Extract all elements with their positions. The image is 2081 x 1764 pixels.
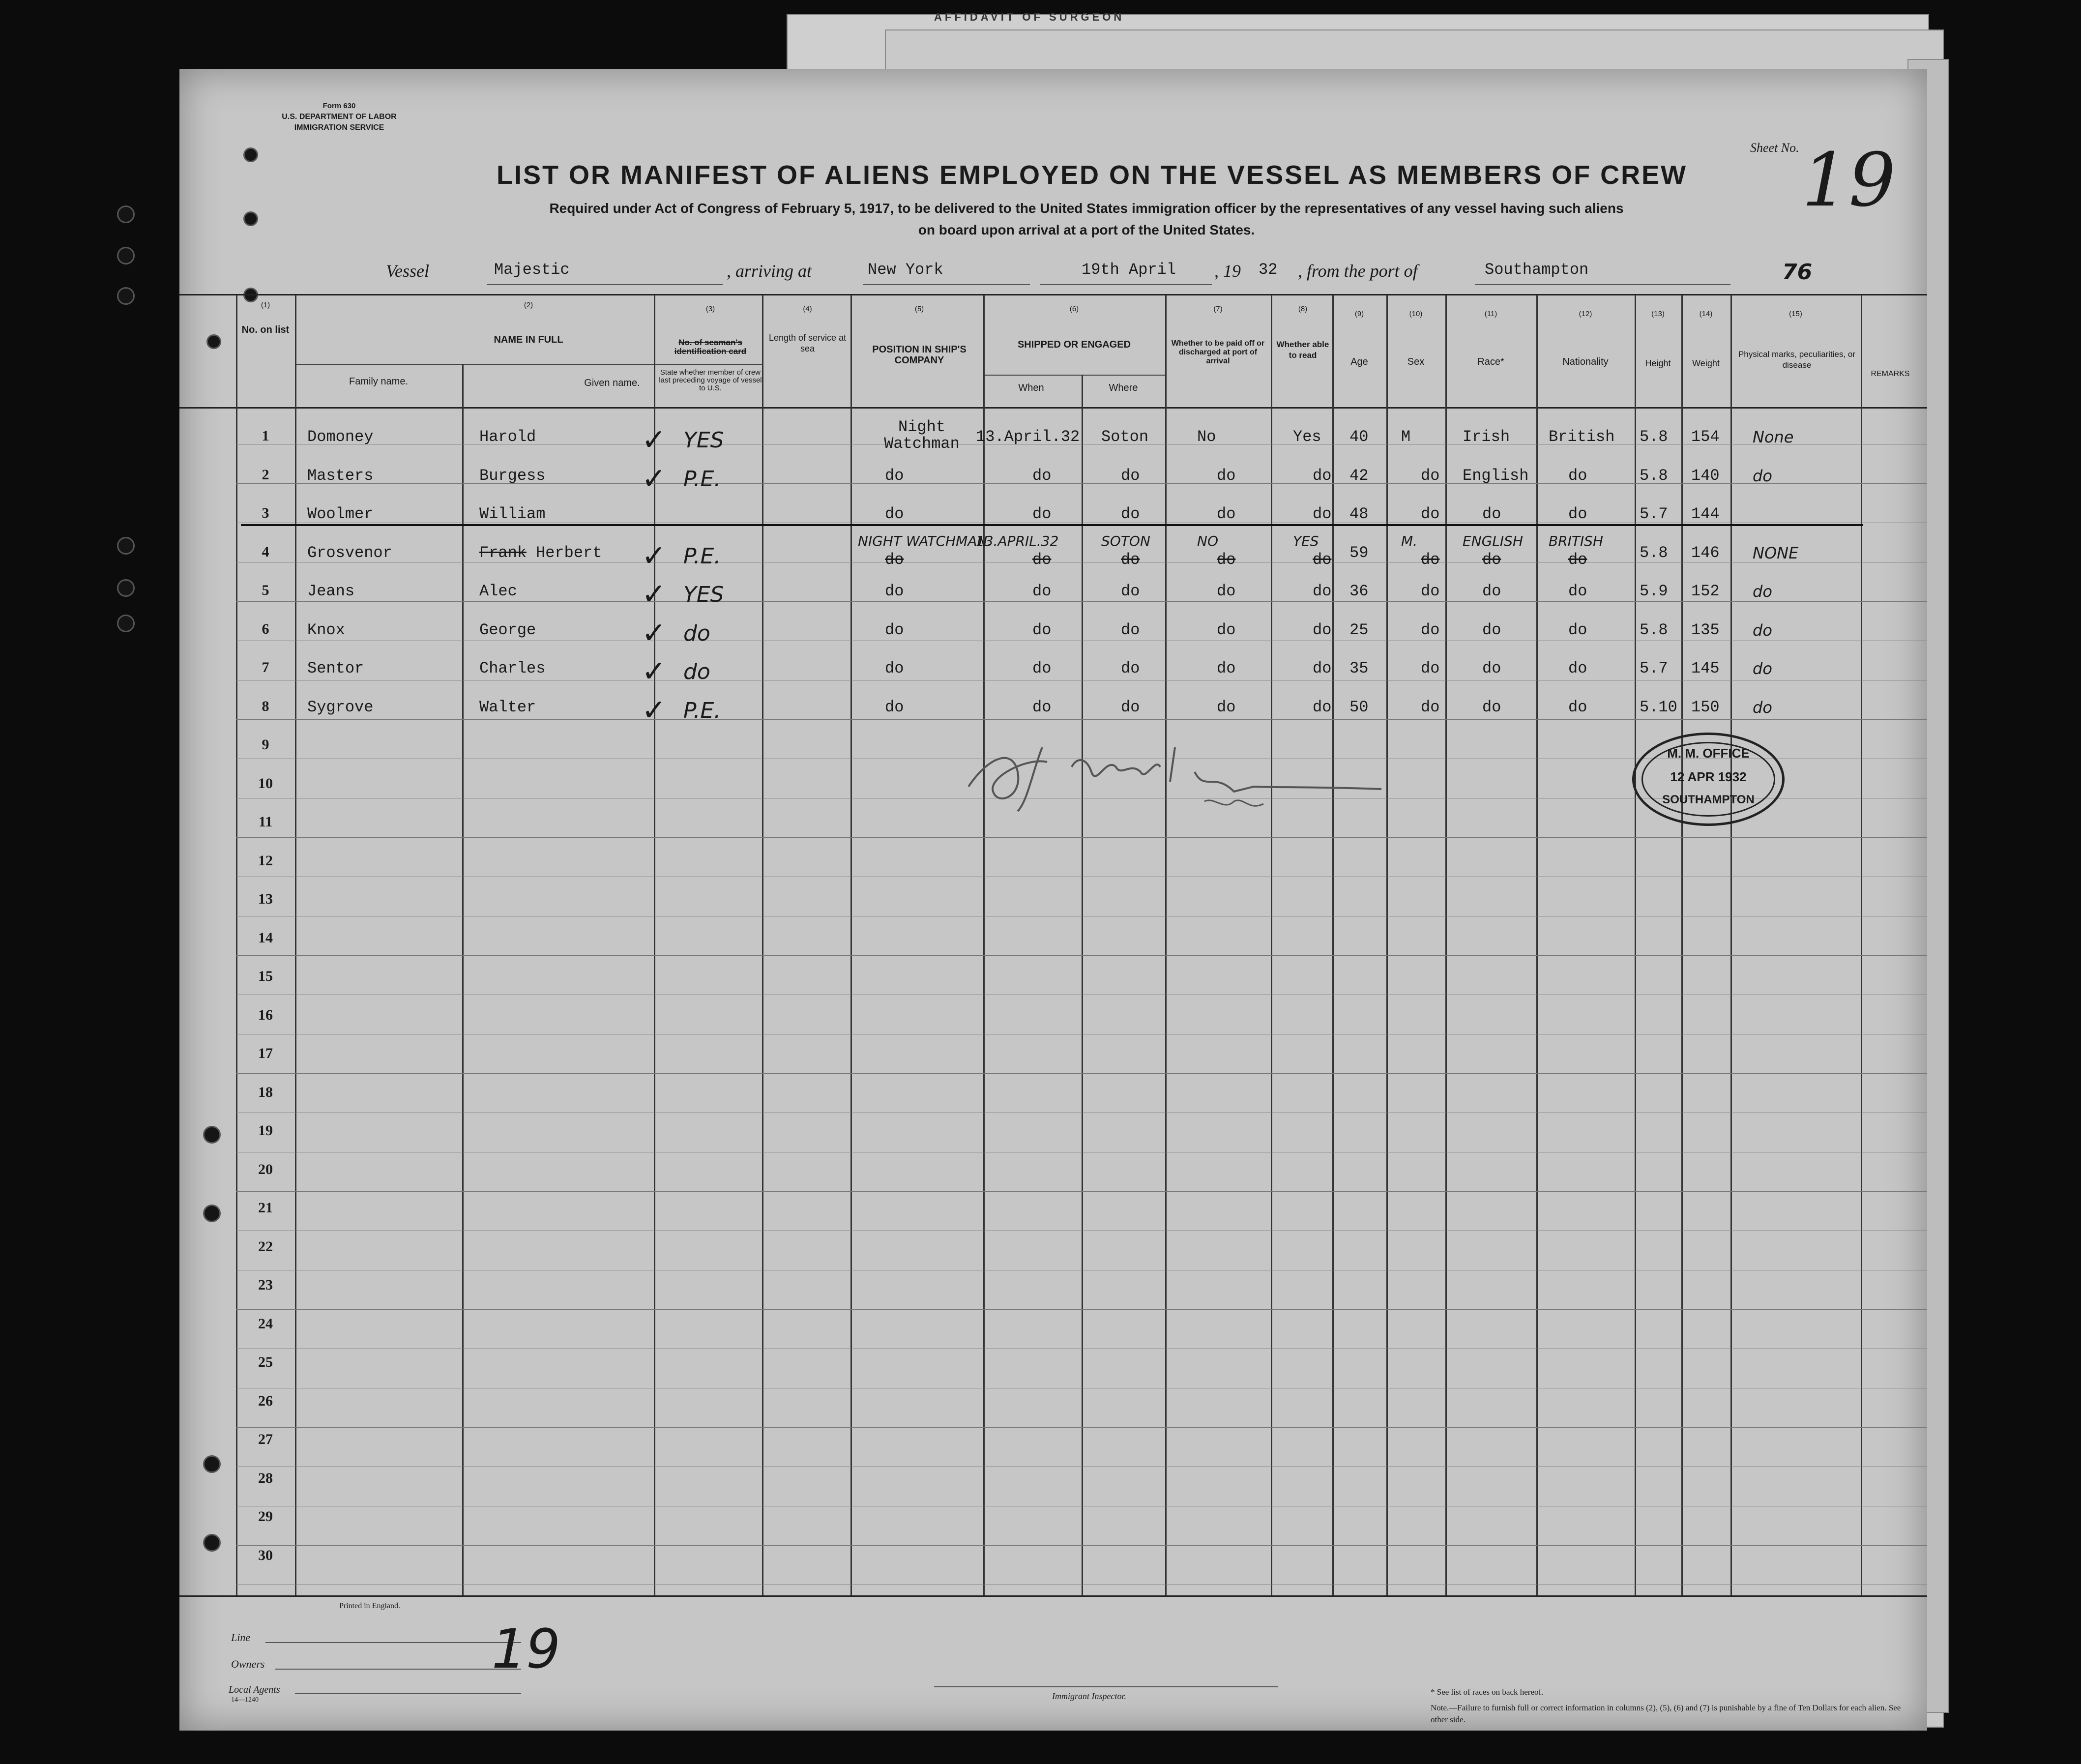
row-5-given: Alec bbox=[479, 582, 517, 600]
year-prefix: , 19 bbox=[1214, 261, 1241, 281]
row-number: 3 bbox=[262, 505, 269, 521]
col-4-header: Length of service at sea bbox=[768, 333, 847, 353]
arriving-port: New York bbox=[868, 261, 943, 279]
row-2-given: Burgess bbox=[479, 466, 546, 485]
punch-hole bbox=[203, 1205, 221, 1222]
row-line bbox=[236, 719, 1927, 720]
row-number: 22 bbox=[258, 1238, 273, 1255]
remarks-header: REMARKS bbox=[1871, 370, 1910, 378]
underline bbox=[1040, 284, 1212, 285]
row-6-paid: do bbox=[1217, 620, 1236, 639]
row-5-weight: 152 bbox=[1691, 582, 1720, 600]
checkmark-icon: ✓ bbox=[642, 577, 667, 612]
checkmark-icon: ✓ bbox=[642, 461, 667, 496]
column-line bbox=[236, 295, 237, 1595]
col-9-header: Age bbox=[1350, 356, 1368, 367]
sheet-label: Sheet No. bbox=[1750, 141, 1799, 155]
col-12-header: Nationality bbox=[1562, 356, 1609, 367]
row-7-family: Sentor bbox=[307, 659, 364, 677]
manifest-page bbox=[179, 69, 1927, 1731]
row-1-weight: 154 bbox=[1691, 428, 1720, 446]
row-4-given: Herbert bbox=[536, 543, 602, 562]
row-8-race: do bbox=[1482, 698, 1501, 716]
row-7-weight: 145 bbox=[1691, 659, 1720, 677]
row-8-age: 50 bbox=[1349, 698, 1369, 716]
row-5-read: do bbox=[1313, 582, 1332, 600]
row-6-sex: do bbox=[1421, 620, 1440, 639]
row-number: 23 bbox=[258, 1277, 273, 1293]
row-2-read: do bbox=[1313, 466, 1332, 485]
row-2-where: do bbox=[1121, 466, 1140, 485]
row-7-age: 35 bbox=[1349, 659, 1369, 677]
row-2-family: Masters bbox=[307, 466, 374, 485]
race-footnote: * See list of races on back hereof. bbox=[1431, 1687, 1544, 1697]
punch-hole bbox=[206, 334, 221, 349]
row-4-position: do bbox=[885, 550, 904, 569]
col-5-header: POSITION IN SHIP'S COMPANY bbox=[872, 344, 967, 366]
header-bottom-border bbox=[179, 407, 1927, 409]
row-2-weight: 140 bbox=[1691, 466, 1720, 485]
column-line bbox=[850, 295, 852, 1595]
family-name-header: Family name. bbox=[349, 376, 409, 387]
row-number: 16 bbox=[258, 1006, 273, 1023]
row-number: 2 bbox=[262, 466, 269, 483]
col-3-header: State whether member of crew last preceding voyage of vessel to U.S. bbox=[659, 368, 762, 392]
row-1-read: Yes bbox=[1293, 428, 1321, 446]
row-5-nationality: do bbox=[1568, 582, 1587, 600]
column-line bbox=[1445, 295, 1447, 1595]
column-line bbox=[462, 364, 464, 1595]
row-7-marks: do bbox=[1753, 659, 1772, 678]
col-14-number: (14) bbox=[1699, 310, 1713, 318]
row-3-weight: 144 bbox=[1691, 505, 1720, 523]
row-7-race: do bbox=[1482, 659, 1501, 677]
underline bbox=[934, 1686, 1278, 1687]
row-7-prev: do bbox=[683, 659, 710, 684]
row-8-read: do bbox=[1313, 698, 1332, 716]
row-3-sex: do bbox=[1421, 505, 1440, 523]
row-3-family: Woolmer bbox=[307, 505, 374, 523]
row-4-when-handwritten: 13.APRIL.32 bbox=[976, 532, 1059, 549]
arrival-date: 19th April bbox=[1082, 261, 1176, 279]
row-6-weight: 135 bbox=[1691, 620, 1720, 639]
col-1-number: (1) bbox=[261, 301, 270, 309]
col-5-number: (5) bbox=[914, 305, 924, 313]
row-number: 6 bbox=[262, 620, 269, 637]
row-line bbox=[236, 1191, 1927, 1192]
col-2-header: NAME IN FULL bbox=[494, 334, 563, 345]
punch-hole bbox=[117, 206, 135, 223]
row-6-position: do bbox=[885, 620, 904, 639]
row-1-nationality: British bbox=[1549, 428, 1615, 446]
column-line bbox=[1861, 295, 1862, 1595]
row-number: 15 bbox=[258, 968, 273, 984]
row-5-race: do bbox=[1482, 582, 1501, 600]
row-8-height: 5.10 bbox=[1640, 698, 1677, 716]
row-1-sex: M bbox=[1401, 428, 1411, 446]
row-7-given: Charles bbox=[479, 659, 546, 677]
row-2-marks: do bbox=[1753, 466, 1772, 485]
table-bottom-border bbox=[179, 1595, 1927, 1597]
sheet-number: 19 bbox=[1802, 138, 1896, 223]
row-number: 4 bbox=[262, 543, 269, 560]
row-5-position: do bbox=[885, 582, 904, 600]
underline bbox=[275, 1669, 521, 1670]
row-5-marks: do bbox=[1753, 582, 1772, 601]
row-3-strike-line bbox=[241, 524, 1863, 526]
row-4-weight: 146 bbox=[1691, 543, 1720, 562]
row-4-marks: NONE bbox=[1753, 543, 1799, 562]
row-8-marks: do bbox=[1753, 698, 1772, 717]
column-line bbox=[1271, 295, 1272, 1595]
row-number: 8 bbox=[262, 698, 269, 714]
row-line bbox=[236, 837, 1927, 838]
stamp-date: 12 APR 1932 bbox=[1670, 769, 1747, 784]
local-agents-label: Local Agents bbox=[229, 1684, 280, 1695]
row-8-when: do bbox=[1032, 698, 1052, 716]
row-8-family: Sygrove bbox=[307, 698, 374, 716]
row-4-read-handwritten: YES bbox=[1293, 532, 1319, 549]
col-1-header: No. on list bbox=[241, 324, 290, 335]
column-line bbox=[1082, 375, 1083, 1595]
row-1-paid: No bbox=[1197, 428, 1216, 446]
checkmark-icon: ✓ bbox=[642, 616, 667, 650]
row-5-height: 5.9 bbox=[1640, 582, 1668, 600]
row-line bbox=[236, 955, 1927, 956]
vessel-name: Majestic bbox=[494, 261, 570, 279]
row-6-marks: do bbox=[1753, 620, 1772, 640]
row-6-height: 5.8 bbox=[1640, 620, 1668, 639]
col-15-header: Physical marks, peculiarities, or disease bbox=[1738, 350, 1856, 370]
row-line bbox=[236, 601, 1927, 602]
row-6-where: do bbox=[1121, 620, 1140, 639]
row-6-race: do bbox=[1482, 620, 1501, 639]
row-number: 20 bbox=[258, 1161, 273, 1177]
row-4-paid: do bbox=[1217, 550, 1236, 569]
row-5-family: Jeans bbox=[307, 582, 355, 600]
row-number: 1 bbox=[262, 428, 269, 444]
col-3-struck-header: No. of seaman's identification card bbox=[674, 338, 747, 356]
row-line bbox=[236, 1427, 1927, 1428]
table-top-border bbox=[179, 294, 1927, 295]
row-4-prev: P.E. bbox=[683, 543, 721, 569]
punch-hole bbox=[117, 247, 135, 265]
underline bbox=[265, 1642, 521, 1643]
row-1-prev: YES bbox=[683, 428, 724, 453]
form-code: 14—1240 bbox=[231, 1696, 259, 1704]
row-2-nationality: do bbox=[1568, 466, 1587, 485]
row-number: 25 bbox=[258, 1354, 273, 1370]
col-11-number: (11) bbox=[1484, 310, 1497, 318]
row-7-paid: do bbox=[1217, 659, 1236, 677]
row-3-where: do bbox=[1121, 505, 1140, 523]
row-8-weight: 150 bbox=[1691, 698, 1720, 716]
inspector-signature bbox=[959, 728, 1401, 826]
col-14-header: Weight bbox=[1692, 358, 1720, 368]
row-4-given-struck: Frank bbox=[479, 543, 527, 562]
subtitle-line-1: Required under Act of Congress of February 5, 1917, to be delivered to the United States immigration officer by the representatives of any vessel having such aliens bbox=[549, 201, 1624, 216]
column-line bbox=[983, 295, 985, 1595]
row-number: 27 bbox=[258, 1431, 273, 1447]
row-2-sex: do bbox=[1421, 466, 1440, 485]
row-3-read: do bbox=[1313, 505, 1332, 523]
row-2-race: English bbox=[1463, 466, 1529, 485]
col-8-number: (8) bbox=[1298, 305, 1308, 313]
col-11-header: Race* bbox=[1477, 356, 1504, 367]
row-number: 30 bbox=[258, 1547, 273, 1563]
row-number: 18 bbox=[258, 1084, 273, 1100]
row-3-position: do bbox=[885, 505, 904, 523]
given-name-header: Given name. bbox=[584, 378, 640, 388]
col-12-number: (12) bbox=[1579, 310, 1592, 318]
column-line bbox=[295, 295, 296, 1595]
row-5-paid: do bbox=[1217, 582, 1236, 600]
row-number: 28 bbox=[258, 1470, 273, 1486]
row-7-nationality: do bbox=[1568, 659, 1587, 677]
row-4-when: do bbox=[1032, 550, 1052, 569]
row-5-when: do bbox=[1032, 582, 1052, 600]
row-1-age: 40 bbox=[1349, 428, 1369, 446]
row-7-read: do bbox=[1313, 659, 1332, 677]
row-7-height: 5.7 bbox=[1640, 659, 1668, 677]
page-reference: 76 bbox=[1782, 260, 1813, 285]
subtitle-line-2: on board upon arrival at a port of the United States. bbox=[918, 222, 1255, 237]
row-5-sex: do bbox=[1421, 582, 1440, 600]
row-6-prev: do bbox=[683, 620, 710, 646]
row-6-given: George bbox=[479, 620, 536, 639]
col-2-number: (2) bbox=[524, 301, 533, 309]
punch-hole bbox=[117, 537, 135, 555]
row-1-height: 5.8 bbox=[1640, 428, 1668, 446]
header-divider bbox=[983, 375, 1165, 376]
row-8-position: do bbox=[885, 698, 904, 716]
row-3-when: do bbox=[1032, 505, 1052, 523]
row-2-when: do bbox=[1032, 466, 1052, 485]
departure-port: Southampton bbox=[1485, 261, 1589, 279]
punch-hole bbox=[243, 147, 258, 162]
row-4-race-handwritten: ENGLISH bbox=[1463, 532, 1524, 549]
col-7-header: Whether to be paid off or discharged at port of arrival bbox=[1171, 339, 1265, 365]
checkmark-icon: ✓ bbox=[642, 654, 667, 689]
col-3-number: (3) bbox=[705, 305, 715, 313]
row-number: 7 bbox=[262, 659, 269, 676]
checkmark-icon: ✓ bbox=[642, 693, 667, 728]
service-name: IMMIGRATION SERVICE bbox=[294, 123, 384, 132]
printed-note: Printed in England. bbox=[339, 1602, 400, 1610]
row-4-race: do bbox=[1482, 550, 1501, 569]
row-3-given: William bbox=[479, 505, 546, 523]
row-8-nationality: do bbox=[1568, 698, 1587, 716]
form-identifier bbox=[265, 101, 413, 133]
col-4-number: (4) bbox=[803, 305, 812, 313]
row-6-family: Knox bbox=[307, 620, 345, 639]
row-8-sex: do bbox=[1421, 698, 1440, 716]
row-2-paid: do bbox=[1217, 466, 1236, 485]
col-9-number: (9) bbox=[1354, 310, 1364, 318]
from-label: , from the port of bbox=[1298, 261, 1418, 281]
header-divider bbox=[295, 364, 762, 365]
row-8-paid: do bbox=[1217, 698, 1236, 716]
punch-hole bbox=[203, 1126, 221, 1144]
row-4-age: 59 bbox=[1349, 543, 1369, 562]
owners-label: Owners bbox=[231, 1658, 265, 1670]
row-number: 5 bbox=[262, 582, 269, 598]
col-15-number: (15) bbox=[1789, 310, 1802, 318]
row-3-nationality: do bbox=[1568, 505, 1587, 523]
row-number: 26 bbox=[258, 1392, 273, 1409]
column-line bbox=[762, 295, 763, 1595]
underline bbox=[863, 284, 1030, 285]
row-line bbox=[236, 1545, 1927, 1546]
row-4-paid-handwritten: NO bbox=[1197, 532, 1218, 549]
row-2-position: do bbox=[885, 466, 904, 485]
column-line bbox=[1730, 295, 1732, 1595]
row-2-prev: P.E. bbox=[683, 466, 721, 492]
col-10-number: (10) bbox=[1409, 310, 1423, 318]
department-name: U.S. DEPARTMENT OF LABOR bbox=[282, 113, 397, 121]
punch-hole bbox=[117, 615, 135, 632]
row-4-sex-handwritten: M. bbox=[1401, 532, 1418, 549]
row-6-read: do bbox=[1313, 620, 1332, 639]
row-1-family: Domoney bbox=[307, 428, 374, 446]
row-4-where-handwritten: SOTON bbox=[1101, 532, 1150, 549]
form-number: Form 630 bbox=[322, 102, 356, 110]
row-3-age: 48 bbox=[1349, 505, 1369, 523]
row-number: 9 bbox=[262, 736, 269, 753]
stamp-location: SOUTHAMPTON bbox=[1662, 793, 1755, 806]
punch-hole bbox=[243, 211, 258, 226]
row-1-marks: None bbox=[1753, 428, 1794, 446]
shipped-where-header: Where bbox=[1109, 382, 1138, 393]
column-line bbox=[1635, 295, 1636, 1595]
row-5-age: 36 bbox=[1349, 582, 1369, 600]
row-7-sex: do bbox=[1421, 659, 1440, 677]
row-3-height: 5.7 bbox=[1640, 505, 1668, 523]
checkmark-icon: ✓ bbox=[642, 423, 667, 457]
row-4-family: Grosvenor bbox=[307, 543, 392, 562]
row-number: 10 bbox=[258, 775, 273, 792]
row-4-sex: do bbox=[1421, 550, 1440, 569]
row-1-given: Harold bbox=[479, 428, 536, 446]
row-1-when: 13.April.32 bbox=[976, 428, 1080, 446]
row-6-age: 25 bbox=[1349, 620, 1369, 639]
row-2-age: 42 bbox=[1349, 466, 1369, 485]
col-10-header: Sex bbox=[1407, 356, 1425, 367]
col-7-number: (7) bbox=[1213, 305, 1223, 313]
office-stamp bbox=[1632, 733, 1785, 826]
row-1-position: Night Watchman bbox=[884, 418, 960, 453]
row-number: 24 bbox=[258, 1315, 273, 1332]
row-number: 21 bbox=[258, 1200, 273, 1216]
checkmark-icon: ✓ bbox=[642, 538, 667, 573]
column-line bbox=[1386, 295, 1388, 1595]
row-6-nationality: do bbox=[1568, 620, 1587, 639]
row-line bbox=[236, 1309, 1927, 1310]
underline bbox=[487, 284, 723, 285]
col-6-header: SHIPPED OR ENGAGED bbox=[1017, 339, 1131, 350]
row-7-when: do bbox=[1032, 659, 1052, 677]
shipped-when-header: When bbox=[1018, 382, 1044, 393]
row-number: 17 bbox=[258, 1045, 273, 1061]
row-7-where: do bbox=[1121, 659, 1140, 677]
row-4-nationality-handwritten: BRITISH bbox=[1549, 532, 1604, 549]
handwritten-sheet-number: 19 bbox=[492, 1617, 560, 1680]
punch-hole bbox=[117, 579, 135, 597]
col-13-header: Height bbox=[1645, 358, 1671, 368]
row-4-nationality: do bbox=[1568, 550, 1587, 569]
row-3-race: do bbox=[1482, 505, 1501, 523]
row-3-paid: do bbox=[1217, 505, 1236, 523]
inspector-label: Immigrant Inspector. bbox=[1052, 1691, 1126, 1701]
arriving-label: , arriving at bbox=[727, 261, 812, 281]
vessel-label: Vessel bbox=[386, 261, 429, 281]
row-4-read: do bbox=[1313, 550, 1332, 569]
column-line bbox=[1332, 295, 1334, 1595]
row-line bbox=[236, 1073, 1927, 1074]
col-8-header: Whether able to read bbox=[1276, 340, 1329, 360]
row-4-position-handwritten: NIGHT WATCHMAN. bbox=[858, 532, 992, 549]
row-2-height: 5.8 bbox=[1640, 466, 1668, 485]
row-5-where: do bbox=[1121, 582, 1140, 600]
row-8-where: do bbox=[1121, 698, 1140, 716]
row-number: 19 bbox=[258, 1122, 273, 1139]
arrival-year: 32 bbox=[1259, 261, 1278, 279]
row-number: 29 bbox=[258, 1508, 273, 1525]
underline bbox=[1475, 284, 1730, 285]
col-13-number: (13) bbox=[1651, 310, 1665, 318]
punch-hole bbox=[203, 1534, 221, 1552]
row-number: 14 bbox=[258, 929, 273, 946]
row-1-where: Soton bbox=[1101, 428, 1149, 446]
col-6-number: (6) bbox=[1069, 305, 1079, 313]
row-number: 12 bbox=[258, 852, 273, 869]
back-sheet-heading: AFFIDAVIT OF SURGEON bbox=[934, 11, 1125, 23]
punch-hole bbox=[117, 287, 135, 305]
penalty-note: Note.—Failure to furnish full or correct information in columns (2), (5), (6) and (7) is punishable by a fine of Ten Dollars for each alien. See other side. bbox=[1431, 1703, 1901, 1724]
document-subtitle bbox=[423, 198, 1750, 241]
underline bbox=[295, 1693, 521, 1694]
row-number: 13 bbox=[258, 891, 273, 907]
column-line bbox=[1681, 295, 1683, 1595]
row-5-prev: YES bbox=[683, 582, 724, 607]
row-8-prev: P.E. bbox=[683, 698, 721, 723]
row-4-height: 5.8 bbox=[1640, 543, 1668, 562]
row-6-when: do bbox=[1032, 620, 1052, 639]
document-title: LIST OR MANIFEST OF ALIENS EMPLOYED ON THE VESSEL AS MEMBERS OF CREW bbox=[497, 160, 1688, 190]
punch-hole bbox=[203, 1455, 221, 1473]
row-1-race: Irish bbox=[1463, 428, 1510, 446]
column-line bbox=[1165, 295, 1167, 1595]
row-number: 11 bbox=[258, 814, 273, 830]
row-8-given: Walter bbox=[479, 698, 536, 716]
stamp-office: M. M. OFFICE bbox=[1667, 746, 1750, 761]
column-line bbox=[1536, 295, 1538, 1595]
line-label: Line bbox=[231, 1631, 251, 1644]
row-4-where: do bbox=[1121, 550, 1140, 569]
row-7-position: do bbox=[885, 659, 904, 677]
